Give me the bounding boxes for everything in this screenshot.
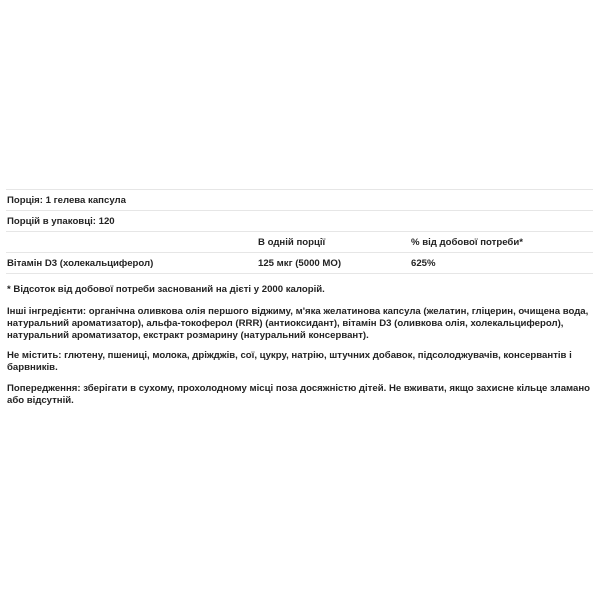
table-header-row [6,232,593,253]
product-info [6,189,593,407]
product-notes [6,284,594,407]
supplement-facts-table [6,189,593,274]
table-row [6,253,593,274]
daily-value-footnote: * Відсоток від добової потреби заснований на дієті у 2000 калорій. [7,284,325,295]
serving-size: Порція: 1 гелева капсула [7,194,126,206]
nutrient-amount: 125 мкг (5000 МО) [258,257,342,269]
warning-statement: Попередження: зберігати в сухому, прохолодному місці поза досяжністю дітей. Не вживати, якщо захисне кільце зламано або відсутній. [7,383,591,406]
free-from-statement: Не містить: глютену, пшениці, молока, дріжджів, сої, цукру, натрію, штучних добавок, підсолоджувачів, консервантів і барвників. [7,350,572,373]
servings-per-container-row [6,211,593,232]
header-amount: В одній порції [258,236,326,248]
nutrient-name: Вітамін D3 (холекальциферол) [7,257,154,269]
other-ingredients: Інші інгредієнти: органічна оливкова олія першого віджиму, м'яка желатинова капсула (желатин, гліцерин, очищена вода, натуральний ароматизатор), альфа-токоферол (RRR) (антиоксидант), вітамін D3 (оливкова олія, холекальциферол), натуральний ароматизатор, екстракт розмарину (натуральний консервант). [7,306,589,341]
header-name [6,232,257,253]
nutrient-daily-value: 625% [411,257,436,269]
servings-per-container: Порцій в упаковці: 120 [7,215,115,227]
serving-size-row [6,190,593,211]
header-daily-value: % від добової потреби* [411,236,523,248]
